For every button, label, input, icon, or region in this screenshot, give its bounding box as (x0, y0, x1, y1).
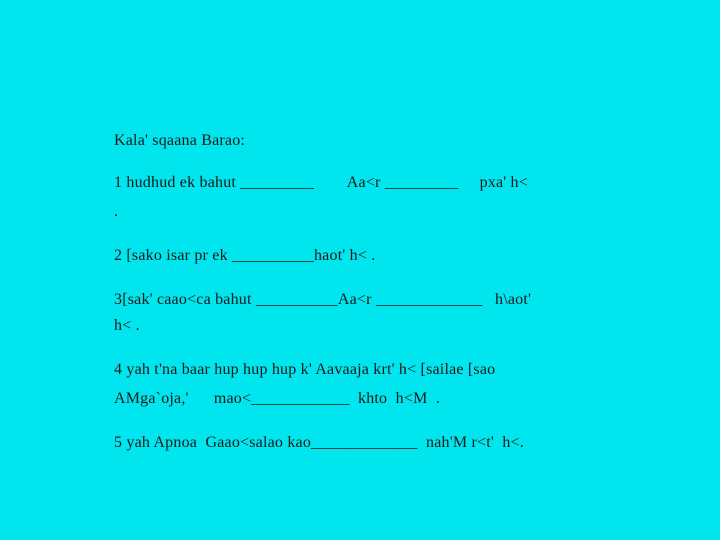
question-4-line-1: 4 yah t'na baar hup hup hup k' Aavaaja krt' h< [sailae [sao (114, 361, 496, 378)
question-3-line-1: 3[sak' caao<ca bahut __________Aa<r _____________ h\aot' (114, 291, 532, 308)
question-4-line-2: AMga`oja,' mao<____________ khto h<M . (114, 390, 441, 407)
question-3-line-2: h< . (114, 317, 140, 334)
question-1-line-2: . (114, 203, 119, 220)
question-1-line-1: 1 hudhud ek bahut _________ Aa<r _________ pxa' h< (114, 174, 528, 191)
slide-heading: Kala' sqaana Barao: (114, 132, 246, 149)
question-5-line-1: 5 yah Apnoa Gaao<salao kao_____________ nah'M r<t' h<. (114, 434, 524, 451)
question-2-line-1: 2 [sako isar pr ek __________haot' h< . (114, 247, 376, 264)
